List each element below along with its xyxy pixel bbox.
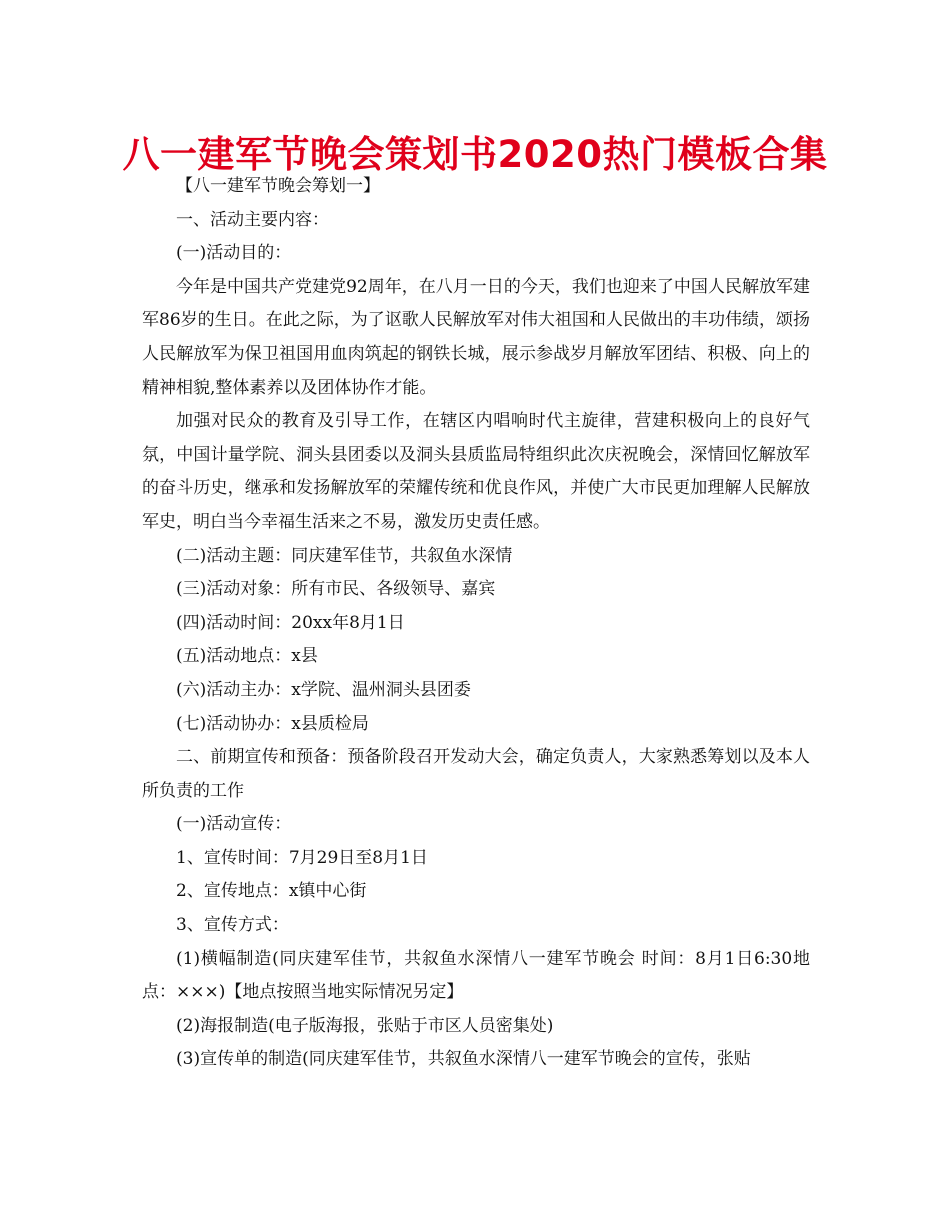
section-heading-plan-one: 【八一建军节晚会筹划一】 <box>176 176 380 196</box>
item-poster: (2)海报制造(电子版海报，张贴于市区人员密集处) <box>176 1015 554 1036</box>
item-activity-co-organizer: (七)活动协办：x县质检局 <box>176 713 369 734</box>
item-promotion-method: 3、宣传方式： <box>176 915 289 936</box>
heading-activity-purpose: (一)活动目的： <box>176 243 292 264</box>
item-activity-location: (五)活动地点：x县 <box>176 646 318 667</box>
heading-promotion: (一)活动宣传： <box>176 814 292 835</box>
item-activity-time: (四)活动时间：20xx年8月1日 <box>176 612 405 633</box>
item-promotion-location: 2、宣传地点：x镇中心街 <box>176 881 367 902</box>
item-activity-audience: (三)活动对象：所有市民、各级领导、嘉宾 <box>176 579 496 600</box>
item-promotion-time: 1、宣传时间：7月29日至8月1日 <box>176 847 428 868</box>
heading-preparation: 二、前期宣传和预备：预备阶段召开发动大会，确定负责人，大家熟悉筹划以及本人所负责的工作 <box>142 747 810 801</box>
paragraph-purpose-2: 加强对民众的教育及引导工作，在辖区内唱响时代主旋律，营建积极向上的良好气氛，中国计量学院、洞头县团委以及洞头县质监局特组织此次庆祝晚会，深情回忆解放军的奋斗历史，继承和发扬解放军的荣耀传统和优良作风，并使广大市民更加理解人民解放军史，明白当今幸福生活来之不易，激发历史责任感。 <box>142 411 810 532</box>
paragraph-purpose-1: 今年是中国共产党建党92周年，在八月一日的今天，我们也迎来了中国人民解放军建军86岁的生日。在此之际，为了讴歌人民解放军对伟大祖国和人民做出的丰功伟绩，颂扬人民解放军为保卫祖国用血肉筑起的钢铁长城，展示参战岁月解放军团结、积极、向上的精神相貌,整体素养以及团体协作才能。 <box>142 276 810 398</box>
item-activity-organizer: (六)活动主办：x学院、温州洞头县团委 <box>176 679 471 700</box>
item-activity-theme: (二)活动主题：同庆建军佳节，共叙鱼水深情 <box>176 545 513 566</box>
document-body <box>142 170 810 1077</box>
heading-main-content: 一、活动主要内容： <box>176 209 329 230</box>
item-banner: (1)横幅制造(同庆建军佳节，共叙鱼水深情八一建军节晚会 时间：8月1日6:30地点：×××)【地点按照当地实际情况另定】 <box>142 948 810 1003</box>
item-leaflet: (3)宣传单的制造(同庆建军佳节，共叙鱼水深情八一建军节晚会的宣传，张贴 <box>176 1049 751 1070</box>
document-title: 八一建军节晚会策划书2020热门模板合集 <box>122 133 828 176</box>
